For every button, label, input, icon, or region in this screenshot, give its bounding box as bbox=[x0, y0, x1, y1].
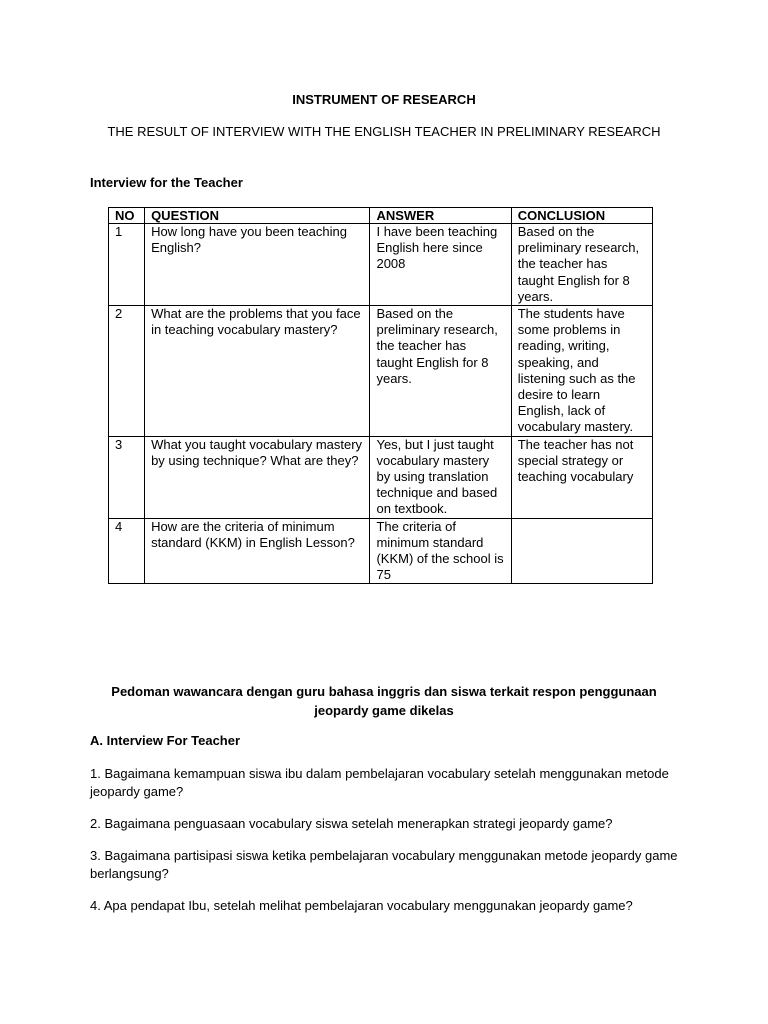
cell-conclusion: The students have some problems in reading, writing, speaking, and listening such as the desire to learn English, lack of vocabulary mastery. bbox=[511, 306, 652, 437]
interview-question: 2. Bagaimana penguasaan vocabulary siswa setelah menerapkan strategi jeopardy game? bbox=[90, 816, 613, 831]
table-row bbox=[109, 436, 653, 518]
interview-question: 3. Bagaimana partisipasi siswa ketika pembelajaran vocabulary menggunakan metode jeopardy game berlangsung? bbox=[90, 848, 678, 881]
cell-question: How long have you been teaching English? bbox=[145, 224, 370, 306]
column-header-question: QUESTION bbox=[145, 208, 370, 224]
cell-no: 2 bbox=[109, 306, 145, 437]
column-header-no: NO bbox=[109, 208, 145, 224]
table-row bbox=[109, 306, 653, 437]
section-heading-interview-for-teacher: A. Interview For Teacher bbox=[90, 733, 241, 748]
section-heading-interview-teacher: Interview for the Teacher bbox=[90, 175, 243, 190]
column-header-conclusion: CONCLUSION bbox=[511, 208, 652, 224]
cell-conclusion bbox=[511, 518, 652, 584]
table-row bbox=[109, 518, 653, 584]
section-heading-pedoman: Pedoman wawancara dengan guru bahasa inggris dan siswa terkait respon penggunaan jeopardy game dikelas bbox=[111, 684, 657, 718]
cell-no: 3 bbox=[109, 436, 145, 518]
cell-answer: Yes, but I just taught vocabulary mastery by using translation technique and based on textbook. bbox=[370, 436, 511, 518]
interview-question: 1. Bagaimana kemampuan siswa ibu dalam pembelajaran vocabulary setelah menggunakan metode jeopardy game? bbox=[90, 766, 669, 799]
interview-question: 4. Apa pendapat Ibu, setelah melihat pembelajaran vocabulary menggunakan jeopardy game? bbox=[90, 898, 633, 913]
page-title: INSTRUMENT OF RESEARCH bbox=[292, 92, 476, 107]
page-subtitle: THE RESULT OF INTERVIEW WITH THE ENGLISH TEACHER IN PRELIMINARY RESEARCH bbox=[107, 124, 661, 139]
cell-no: 4 bbox=[109, 518, 145, 584]
column-header-answer: ANSWER bbox=[370, 208, 511, 224]
cell-answer: I have been teaching English here since 2008 bbox=[370, 224, 511, 306]
table-row bbox=[109, 224, 653, 306]
cell-answer: Based on the preliminary research, the teacher has taught English for 8 years. bbox=[370, 306, 511, 437]
cell-conclusion: Based on the preliminary research, the teacher has taught English for 8 years. bbox=[511, 224, 652, 306]
table-header-row bbox=[109, 208, 653, 224]
cell-question: What are the problems that you face in teaching vocabulary mastery? bbox=[145, 306, 370, 437]
cell-conclusion: The teacher has not special strategy or teaching vocabulary bbox=[511, 436, 652, 518]
cell-answer: The criteria of minimum standard (KKM) of the school is 75 bbox=[370, 518, 511, 584]
cell-question: How are the criteria of minimum standard (KKM) in English Lesson? bbox=[145, 518, 370, 584]
cell-no: 1 bbox=[109, 224, 145, 306]
cell-question: What you taught vocabulary mastery by using technique? What are they? bbox=[145, 436, 370, 518]
interview-table bbox=[108, 207, 653, 584]
